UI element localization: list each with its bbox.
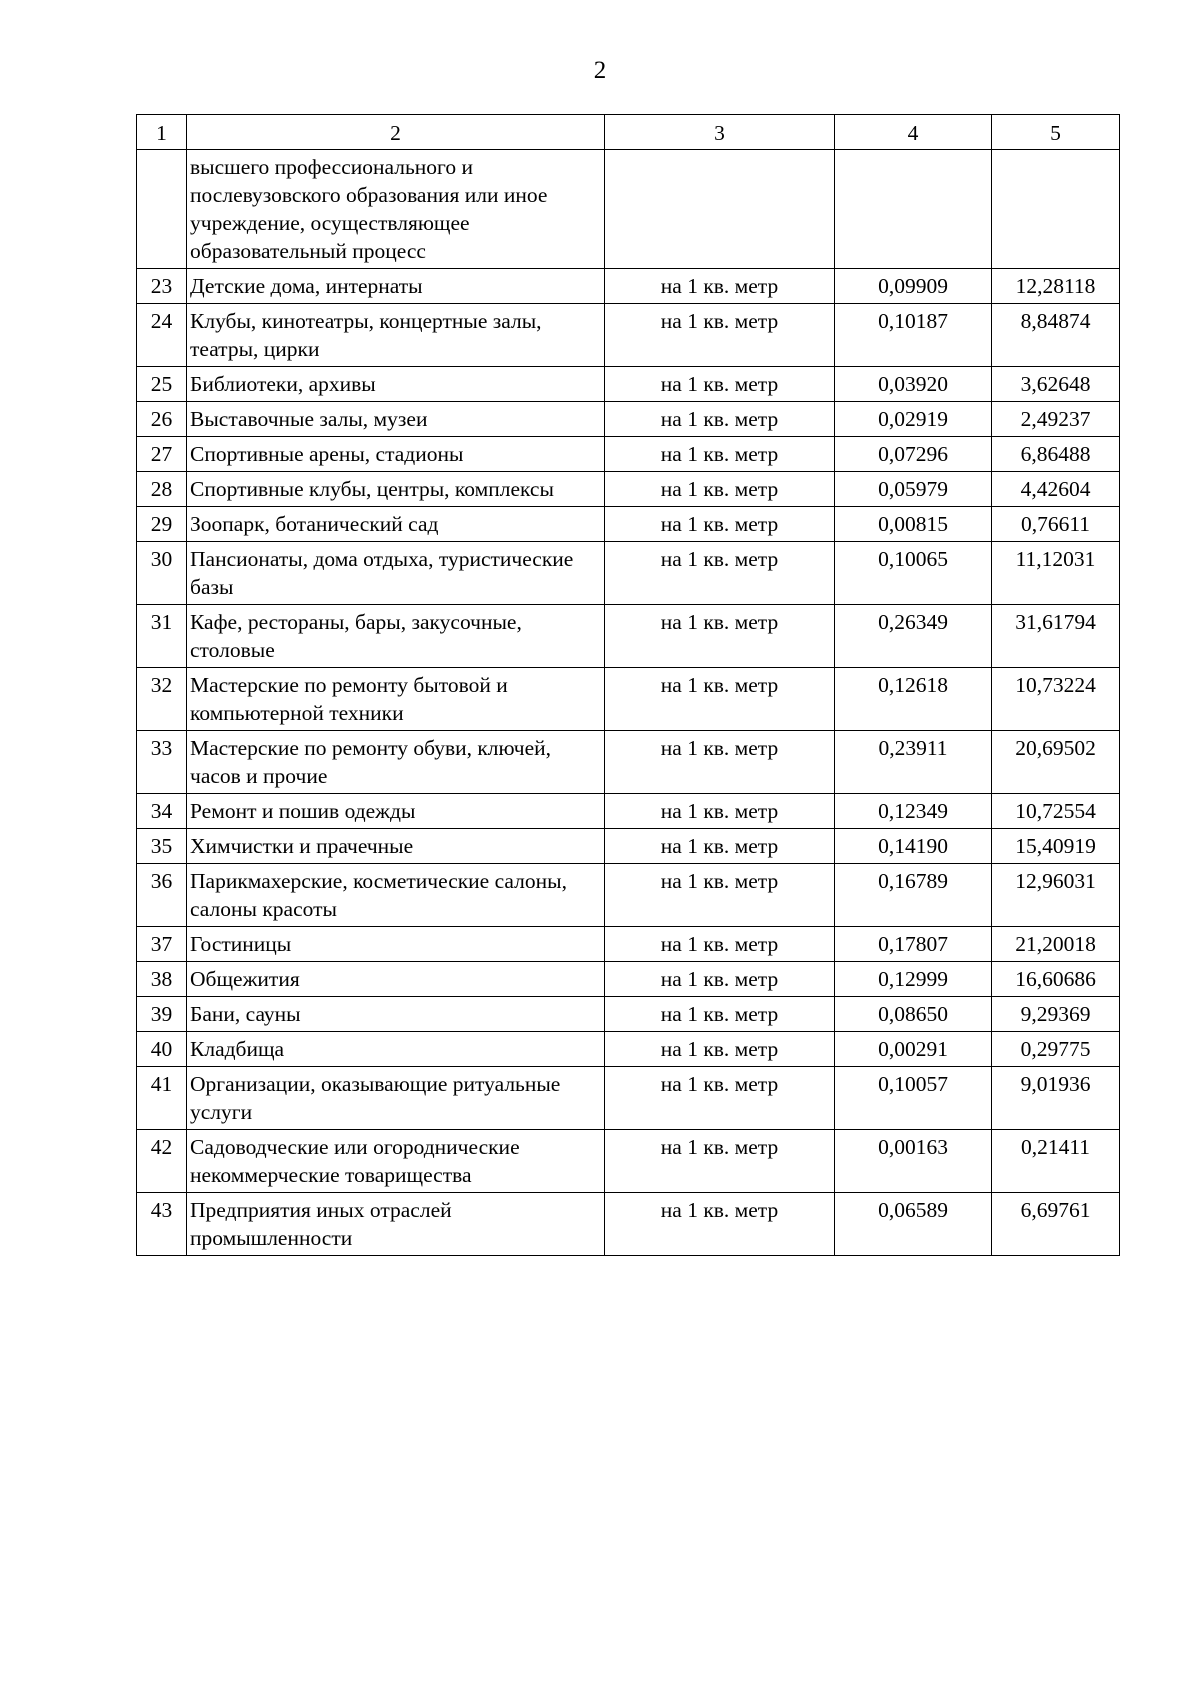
- norm-value-cell: 0,03920: [835, 367, 992, 402]
- norm-value-cell: [835, 150, 992, 269]
- norm-value-cell: 0,08650: [835, 997, 992, 1032]
- unit-cell: на 1 кв. метр: [605, 269, 835, 304]
- category-name-cell: Бани, сауны: [187, 997, 605, 1032]
- unit-cell: на 1 кв. метр: [605, 794, 835, 829]
- table-row: [137, 269, 1120, 304]
- row-number-cell: 40: [137, 1032, 187, 1067]
- unit-cell: на 1 кв. метр: [605, 304, 835, 367]
- unit-cell: на 1 кв. метр: [605, 829, 835, 864]
- norm-value-cell: 20,69502: [992, 731, 1120, 794]
- column-number: 2: [187, 115, 605, 150]
- table-row: [137, 1193, 1120, 1256]
- unit-cell: на 1 кв. метр: [605, 962, 835, 997]
- unit-cell: на 1 кв. метр: [605, 367, 835, 402]
- table-row: [137, 437, 1120, 472]
- category-name-cell: Спортивные клубы, центры, комплексы: [187, 472, 605, 507]
- norm-value-cell: 10,73224: [992, 668, 1120, 731]
- norm-value-cell: 12,96031: [992, 864, 1120, 927]
- table-row: [137, 962, 1120, 997]
- norm-value-cell: 4,42604: [992, 472, 1120, 507]
- table-row: [137, 1032, 1120, 1067]
- category-name-cell: Библиотеки, архивы: [187, 367, 605, 402]
- norm-value-cell: 0,00815: [835, 507, 992, 542]
- column-number: 1: [137, 115, 187, 150]
- norm-value-cell: 0,10057: [835, 1067, 992, 1130]
- row-number-cell: [137, 150, 187, 269]
- norm-value-cell: [992, 150, 1120, 269]
- column-number-row: [137, 115, 1120, 150]
- norm-value-cell: 0,17807: [835, 927, 992, 962]
- norm-value-cell: 0,16789: [835, 864, 992, 927]
- table-row: [137, 1067, 1120, 1130]
- norm-value-cell: 0,10065: [835, 542, 992, 605]
- unit-cell: на 1 кв. метр: [605, 997, 835, 1032]
- column-number: 5: [992, 115, 1120, 150]
- category-name-cell: Парикмахерские, косметические салоны, салоны красоты: [187, 864, 605, 927]
- category-name-cell: Спортивные арены, стадионы: [187, 437, 605, 472]
- row-number-cell: 32: [137, 668, 187, 731]
- table-row: [137, 927, 1120, 962]
- norm-value-cell: 0,23911: [835, 731, 992, 794]
- norm-value-cell: 0,26349: [835, 605, 992, 668]
- norm-value-cell: 0,06589: [835, 1193, 992, 1256]
- row-number-cell: 38: [137, 962, 187, 997]
- unit-cell: на 1 кв. метр: [605, 864, 835, 927]
- column-number: 4: [835, 115, 992, 150]
- table-row: [137, 1130, 1120, 1193]
- norm-value-cell: 16,60686: [992, 962, 1120, 997]
- table-row: [137, 605, 1120, 668]
- norm-value-cell: 21,20018: [992, 927, 1120, 962]
- table-row: [137, 304, 1120, 367]
- row-number-cell: 24: [137, 304, 187, 367]
- unit-cell: на 1 кв. метр: [605, 507, 835, 542]
- row-number-cell: 37: [137, 927, 187, 962]
- category-name-cell: Общежития: [187, 962, 605, 997]
- norm-value-cell: 9,29369: [992, 997, 1120, 1032]
- norm-value-cell: 0,00291: [835, 1032, 992, 1067]
- category-name-cell: высшего профессионального и послевузовского образования или иное учреждение, осуществляющее образовательный процесс: [187, 150, 605, 269]
- category-name-cell: Мастерские по ремонту обуви, ключей, часов и прочие: [187, 731, 605, 794]
- category-name-cell: Химчистки и прачечные: [187, 829, 605, 864]
- norm-value-cell: 0,00163: [835, 1130, 992, 1193]
- category-name-cell: Детские дома, интернаты: [187, 269, 605, 304]
- row-number-cell: 42: [137, 1130, 187, 1193]
- norm-value-cell: 8,84874: [992, 304, 1120, 367]
- norm-value-cell: 0,10187: [835, 304, 992, 367]
- unit-cell: на 1 кв. метр: [605, 1032, 835, 1067]
- row-number-cell: 33: [137, 731, 187, 794]
- table-row: [137, 668, 1120, 731]
- unit-cell: на 1 кв. метр: [605, 402, 835, 437]
- row-number-cell: 23: [137, 269, 187, 304]
- norm-value-cell: 0,09909: [835, 269, 992, 304]
- row-number-cell: 29: [137, 507, 187, 542]
- category-name-cell: Выставочные залы, музеи: [187, 402, 605, 437]
- norm-value-cell: 31,61794: [992, 605, 1120, 668]
- unit-cell: на 1 кв. метр: [605, 1067, 835, 1130]
- norm-value-cell: 0,12618: [835, 668, 992, 731]
- category-name-cell: Организации, оказывающие ритуальные услуги: [187, 1067, 605, 1130]
- table-row: [137, 367, 1120, 402]
- row-number-cell: 39: [137, 997, 187, 1032]
- continuation-row: [137, 150, 1120, 269]
- category-name-cell: Гостиницы: [187, 927, 605, 962]
- norm-value-cell: 0,05979: [835, 472, 992, 507]
- category-name-cell: Кафе, рестораны, бары, закусочные, столовые: [187, 605, 605, 668]
- norm-value-cell: 0,02919: [835, 402, 992, 437]
- table-row: [137, 542, 1120, 605]
- table-row: [137, 472, 1120, 507]
- norm-value-cell: 6,69761: [992, 1193, 1120, 1256]
- norm-value-cell: 0,29775: [992, 1032, 1120, 1067]
- row-number-cell: 41: [137, 1067, 187, 1130]
- unit-cell: на 1 кв. метр: [605, 605, 835, 668]
- norm-value-cell: 0,14190: [835, 829, 992, 864]
- table-row: [137, 402, 1120, 437]
- row-number-cell: 25: [137, 367, 187, 402]
- norm-value-cell: 0,21411: [992, 1130, 1120, 1193]
- row-number-cell: 34: [137, 794, 187, 829]
- norms-table-body: [137, 115, 1120, 1256]
- category-name-cell: Кладбища: [187, 1032, 605, 1067]
- table-row: [137, 507, 1120, 542]
- norm-value-cell: 6,86488: [992, 437, 1120, 472]
- row-number-cell: 35: [137, 829, 187, 864]
- norm-value-cell: 0,07296: [835, 437, 992, 472]
- column-number: 3: [605, 115, 835, 150]
- row-number-cell: 28: [137, 472, 187, 507]
- table-row: [137, 794, 1120, 829]
- row-number-cell: 26: [137, 402, 187, 437]
- table-row: [137, 731, 1120, 794]
- unit-cell: на 1 кв. метр: [605, 542, 835, 605]
- unit-cell: на 1 кв. метр: [605, 1193, 835, 1256]
- norm-value-cell: 15,40919: [992, 829, 1120, 864]
- unit-cell: на 1 кв. метр: [605, 472, 835, 507]
- norm-value-cell: 0,12349: [835, 794, 992, 829]
- table-row: [137, 829, 1120, 864]
- norm-value-cell: 10,72554: [992, 794, 1120, 829]
- norm-value-cell: 11,12031: [992, 542, 1120, 605]
- row-number-cell: 43: [137, 1193, 187, 1256]
- unit-cell: на 1 кв. метр: [605, 731, 835, 794]
- norms-table: [136, 114, 1120, 1256]
- table-row: [137, 997, 1120, 1032]
- page-number: 2: [593, 57, 607, 84]
- row-number-cell: 27: [137, 437, 187, 472]
- table-row: [137, 864, 1120, 927]
- row-number-cell: 30: [137, 542, 187, 605]
- category-name-cell: Садоводческие или огороднические некоммерческие товарищества: [187, 1130, 605, 1193]
- norm-value-cell: 0,76611: [992, 507, 1120, 542]
- norm-value-cell: 9,01936: [992, 1067, 1120, 1130]
- norm-value-cell: 0,12999: [835, 962, 992, 997]
- norm-value-cell: 2,49237: [992, 402, 1120, 437]
- unit-cell: [605, 150, 835, 269]
- category-name-cell: Предприятия иных отраслей промышленности: [187, 1193, 605, 1256]
- category-name-cell: Ремонт и пошив одежды: [187, 794, 605, 829]
- category-name-cell: Клубы, кинотеатры, концертные залы, театры, цирки: [187, 304, 605, 367]
- row-number-cell: 31: [137, 605, 187, 668]
- norm-value-cell: 12,28118: [992, 269, 1120, 304]
- unit-cell: на 1 кв. метр: [605, 437, 835, 472]
- unit-cell: на 1 кв. метр: [605, 927, 835, 962]
- row-number-cell: 36: [137, 864, 187, 927]
- unit-cell: на 1 кв. метр: [605, 1130, 835, 1193]
- category-name-cell: Мастерские по ремонту бытовой и компьютерной техники: [187, 668, 605, 731]
- unit-cell: на 1 кв. метр: [605, 668, 835, 731]
- category-name-cell: Пансионаты, дома отдыха, туристические базы: [187, 542, 605, 605]
- norm-value-cell: 3,62648: [992, 367, 1120, 402]
- category-name-cell: Зоопарк, ботанический сад: [187, 507, 605, 542]
